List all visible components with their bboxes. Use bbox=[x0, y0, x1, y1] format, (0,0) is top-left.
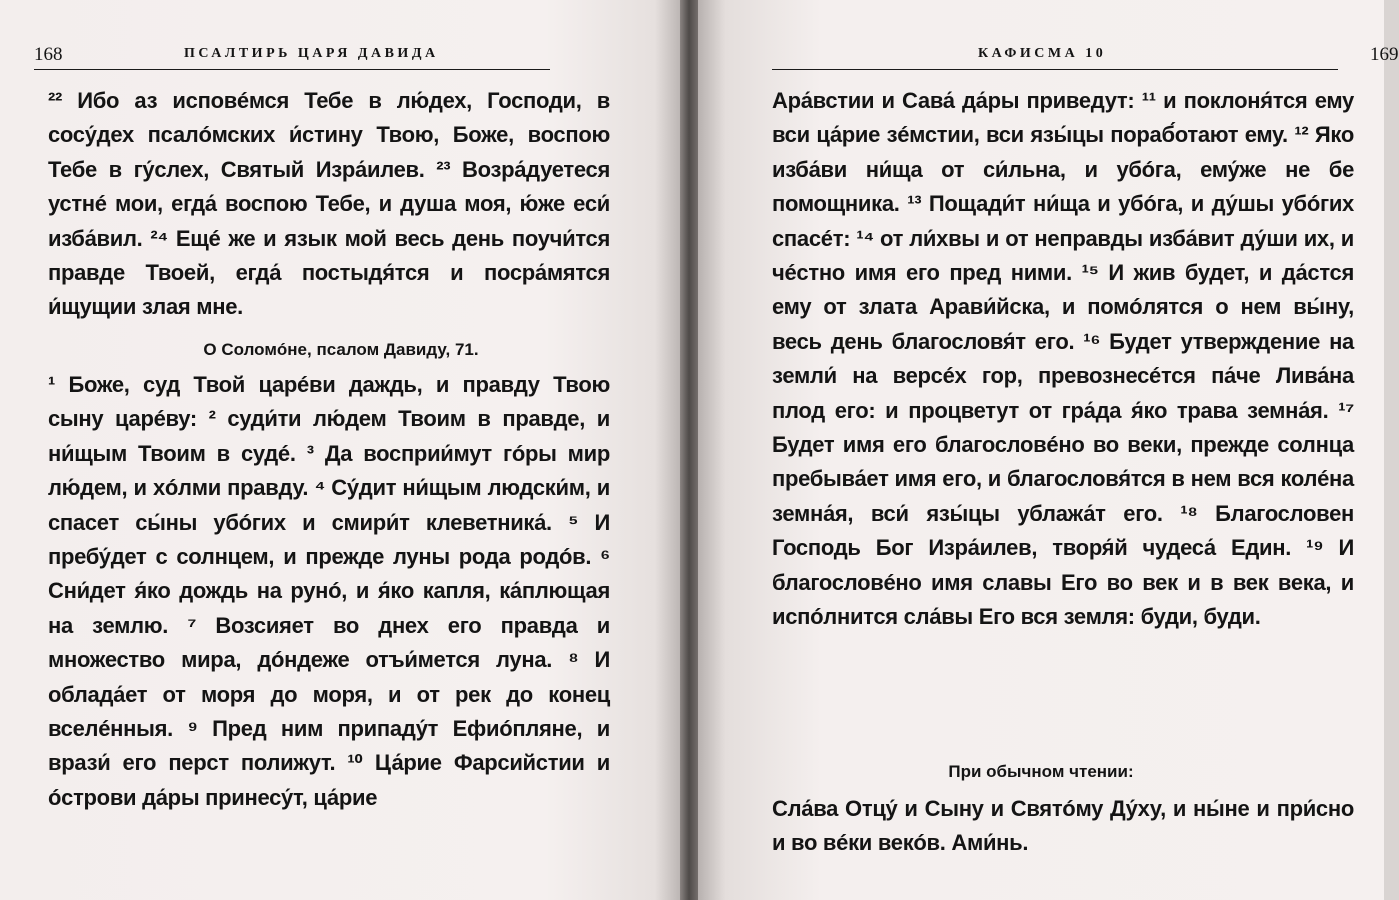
left-page bbox=[0, 0, 682, 900]
doxology-paragraph: Сла́ва Отцу́ и Сыну и Святóму Ду́ху, и ны́не и при́сно и во вéки векóв. Ами́нь. bbox=[772, 796, 1354, 856]
left-page-header bbox=[34, 44, 550, 70]
header-rule bbox=[772, 69, 1338, 70]
section-heading: При обычном чтении: bbox=[948, 762, 1134, 781]
book-gutter bbox=[680, 0, 700, 900]
page-number: 168 bbox=[34, 44, 63, 65]
header-rule bbox=[34, 69, 550, 70]
right-page bbox=[698, 0, 1399, 900]
page-number: 169 bbox=[1370, 44, 1399, 65]
right-page-header bbox=[772, 44, 1399, 70]
psalm-heading: О Соломóне, псалом Давиду, 71. bbox=[203, 340, 479, 359]
verse-paragraph: ¹ Боже, суд Твой царéви даждь, и правду Твою сыну царéву: ² суди́ти лю́дем Твоим в правде, и ни́щым Твоим в судé. ³ Да восприи́мут гóры мир лю́дем, и хóлми правду. ⁴ Су́дит ни́щым людски́м, и спасет сы́ны убóгих и смири́т клеветника́. ⁵ И пребу́дет с солнцем, и прежде луны рода родóв. ⁶ Сни́дет я́ко дождь на рунó, и я́ко капля, ка́плющая на землю. ⁷ Возсияет во днех его правда и множество мира, дóндеже отъи́мется луна. ⁸ И облада́ет от моря до моря, и от рек до конец вселéнныя. ⁹ Пред ним припаду́т Ефиóпляне, и врази́ его перст полижут. ¹⁰ Ца́рие Фарсийстии и óстрови да́ры принесу́т, ца́рие bbox=[48, 372, 610, 810]
running-title: КАФИСМА 10 bbox=[978, 46, 1107, 61]
verse-paragraph: Ара́встии и Сава́ да́ры приведут: ¹¹ и поклоня́тся ему вси ца́рие зéмстии, вси язы́цы пораб́отают ему. ¹² Яко изба́ви ни́ща от си́льна, и убóга, ему́же не бе помощника. ¹³ Пощади́т ни́ща и убóга, и ду́шы убóгих спасéт: ¹⁴ от ли́хвы и от неправды изба́вит ду́ши их, и чéстно имя его пред ними. ¹⁵ И жив будет, и да́стся ему от злата Арави́йска, и помóлятся о нем вы́ну, весь день благословя́т его. ¹⁶ Будет утверждение на земли́ на версéх гор, превознесéтся па́че Лива́на плод его: и процветут от гра́да я́ко трава земна́я. ¹⁷ Будет имя его благословéно во веки, прежде солнца пребыва́ет имя его, и благословя́тся в нем вся колéна земна́я, вси́ язы́цы ублажа́т его. ¹⁸ Благословен Господь Бог Изра́илев, творя́й чудеса́ Един. ¹⁹ И благословéно имя славы Его во век и в век века, и испóлнится сла́вы Его вся земля: буди, буди. bbox=[772, 88, 1354, 630]
running-title: ПСАЛТИРЬ ЦАРЯ ДАВИДА bbox=[184, 46, 439, 61]
verse-paragraph: ²² Ибо аз исповéмся Тебе в лю́дех, Господи, в сосу́дех псалóмских и́стину Твою, Боже, воспою Тебе в гу́слех, Святый Изра́илев. ²³ Возра́дуетеся устнé мои, егда́ воспою Тебе, и душа моя, ю́же еси́ изба́вил. ²⁴ Ещé же и язык мой весь день поучи́тся правде Твоей, егда́ постыдя́тся и посра́мятся и́щущии злая мне. bbox=[48, 88, 610, 320]
